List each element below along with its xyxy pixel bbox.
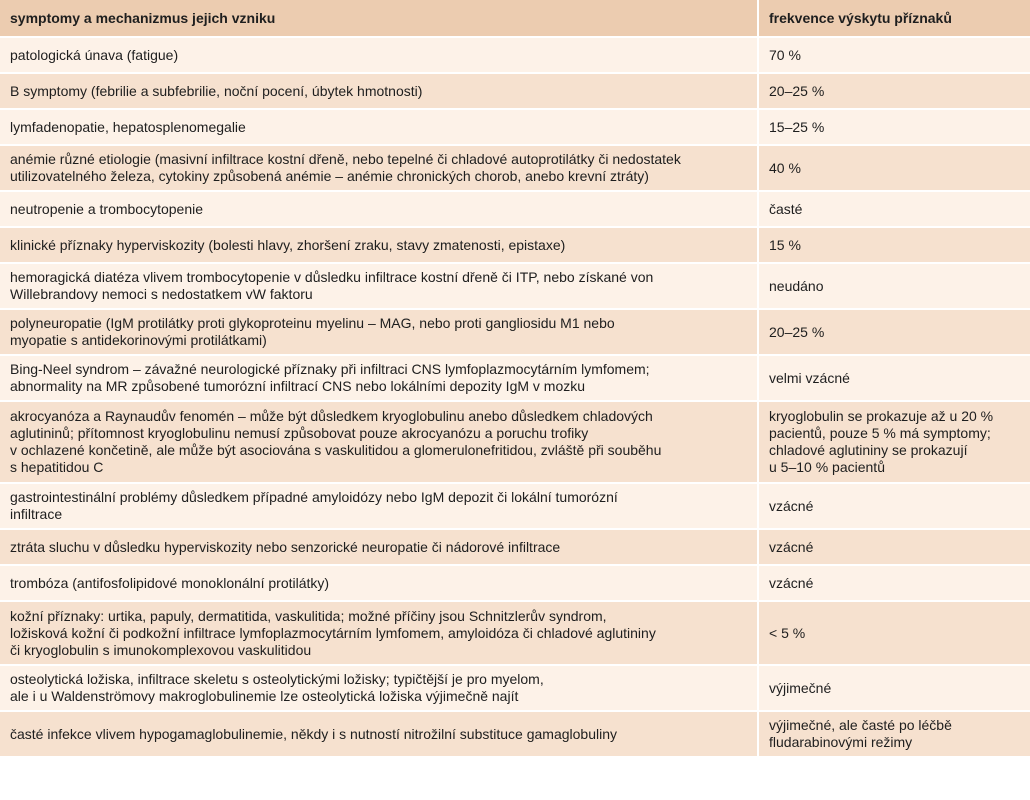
table-row: [0, 263, 1030, 309]
frequency-text-line: 40 %: [769, 159, 801, 176]
symptom-text-line: klinické příznaky hyperviskozity (bolesti hlavy, zhoršení zraku, stavy zmatenosti, epistaxe): [10, 236, 566, 253]
table-row: [0, 711, 1030, 757]
frequency-text-line: vzácné: [769, 538, 814, 555]
symptom-text-line: ale i u Waldenströmovy makroglobulinemie lze osteolytická ložiska výjimečně najít: [10, 688, 519, 704]
table-body: [0, 37, 1030, 757]
frequency-cell: [758, 227, 1030, 263]
symptom-cell: [0, 665, 758, 711]
symptom-cell: [0, 109, 758, 145]
frequency-cell: [758, 665, 1030, 711]
table-row: [0, 601, 1030, 665]
symptom-cell: [0, 263, 758, 309]
symptom-cell: [0, 355, 758, 401]
symptom-text-line: v ochlazené končetině, ale může být asociována s vaskulitidou a glomerulonefritidou, zvláště při souběhu: [10, 442, 662, 458]
table-row: [0, 401, 1030, 483]
symptom-text-line: Willebrandovy nemoci s nedostatkem vW faktoru: [10, 286, 313, 302]
frequency-cell: [758, 529, 1030, 565]
frequency-cell: [758, 109, 1030, 145]
frequency-text-line: vzácné: [769, 497, 814, 514]
frequency-text-line: 70 %: [769, 46, 801, 63]
symptom-text-line: kožní příznaky: urtika, papuly, dermatitida, vaskulitida; možné příčiny jsou Schnitzlerův syndrom,: [10, 607, 607, 624]
frequency-text-line: výjimečné, ale časté po léčbě: [769, 717, 952, 733]
frequency-text-line: 20–25 %: [769, 323, 825, 340]
frequency-text-line: fludarabinovými režimy: [769, 734, 913, 750]
symptom-text-line: trombóza (antifosfolipidové monoklonální protilátky): [10, 574, 330, 591]
frequency-text-line: výjimečné: [769, 679, 832, 696]
symptom-text-line: myopatie s antidekorinovými protilátkami): [10, 332, 267, 348]
symptom-text-line: neutropenie a trombocytopenie: [10, 200, 204, 217]
symptom-cell: [0, 145, 758, 191]
table-row: [0, 109, 1030, 145]
frequency-text-line: u 5–10 % pacientů: [769, 459, 885, 475]
frequency-cell: [758, 145, 1030, 191]
frequency-text-line: kryoglobulin se prokazuje až u 20 %: [769, 408, 994, 424]
symptom-text-line: ložisková kožní či podkožní infiltrace lymfoplazmocytárním lymfomem, amyloidóza či chladové aglutininy: [10, 624, 656, 641]
symptom-text-line: gastrointestinální problémy důsledkem případné amyloidózy nebo IgM depozit či lokální tumorózní: [10, 489, 618, 505]
table-row: [0, 309, 1030, 355]
table-header-row: [0, 0, 1030, 37]
frequency-text-line: časté: [769, 200, 803, 217]
frequency-text-line: 15–25 %: [769, 118, 825, 135]
frequency-text-line: velmi vzácné: [769, 369, 850, 386]
symptom-cell: [0, 37, 758, 73]
table-row: [0, 191, 1030, 227]
frequency-cell: [758, 601, 1030, 665]
table-row: [0, 145, 1030, 191]
symptom-cell: [0, 711, 758, 757]
symptom-text-line: patologická únava (fatigue): [10, 46, 179, 63]
table-row: [0, 37, 1030, 73]
frequency-text-line: < 5 %: [769, 624, 806, 641]
table-row: [0, 565, 1030, 601]
symptom-cell: [0, 227, 758, 263]
symptom-text-line: infiltrace: [10, 506, 63, 522]
symptom-text-line: polyneuropatie (IgM protilátky proti glykoproteinu myelinu – MAG, nebo proti gangliosidu M1 nebo: [10, 315, 615, 331]
symptom-cell: [0, 191, 758, 227]
header-symptoms: symptomy a mechanizmus jejich vzniku: [0, 0, 758, 37]
frequency-cell: [758, 191, 1030, 227]
symptom-text-line: časté infekce vlivem hypogamaglobulinemie, někdy i s nutností nitrožilní substituce gamaglobuliny: [10, 725, 617, 742]
symptom-text-line: lymfadenopatie, hepatosplenomegalie: [10, 118, 246, 135]
frequency-text-line: 20–25 %: [769, 82, 825, 99]
frequency-cell: [758, 565, 1030, 601]
symptom-text-line: abnormality na MR způsobené tumorózní infiltrací CNS nebo lokálními depozity IgM v mozku: [10, 378, 586, 394]
symptom-text-line: ztráta sluchu v důsledku hyperviskozity nebo senzorické neuropatie či nádorové infiltrace: [10, 538, 561, 555]
frequency-cell: [758, 263, 1030, 309]
frequency-text-line: vzácné: [769, 574, 814, 591]
frequency-cell: [758, 355, 1030, 401]
frequency-cell: [758, 711, 1030, 757]
table-row: [0, 665, 1030, 711]
frequency-cell: [758, 73, 1030, 109]
symptom-text-line: aglutininů; přítomnost kryoglobulinu nemusí způsobovat pouze akrocyanózu a poruchu trofiky: [10, 425, 589, 441]
symptom-text-line: akrocyanóza a Raynaudův fenomén – může být důsledkem kryoglobulinu anebo důsledkem chladových: [10, 408, 653, 424]
symptom-text-line: hemoragická diatéza vlivem trombocytopenie v důsledku infiltrace kostní dřeně či ITP, nebo získané von: [10, 269, 654, 285]
table-row: [0, 355, 1030, 401]
table-row: [0, 529, 1030, 565]
frequency-text-line: pacientů, pouze 5 % má symptomy;: [769, 425, 991, 441]
symptom-cell: [0, 529, 758, 565]
table-row: [0, 227, 1030, 263]
symptom-text-line: anémie různé etiologie (masivní infiltrace kostní dřeně, nebo tepelné či chladové autoprotilátky či nedostatek: [10, 151, 681, 167]
symptom-cell: [0, 601, 758, 665]
frequency-cell: [758, 37, 1030, 73]
frequency-text-line: neudáno: [769, 277, 824, 294]
symptom-cell: [0, 401, 758, 483]
symptom-cell: [0, 73, 758, 109]
header-frequency: frekvence výskytu příznaků: [758, 0, 1030, 37]
symptom-cell: [0, 309, 758, 355]
frequency-text-line: chladové aglutininy se prokazují: [769, 442, 968, 458]
symptom-text-line: Bing-Neel syndrom – závažné neurologické příznaky při infiltraci CNS lymfoplazmocytárním lymfomem;: [10, 361, 650, 377]
symptom-text-line: s hepatitidou C: [10, 459, 104, 475]
table-row: [0, 483, 1030, 529]
frequency-text-line: 15 %: [769, 236, 801, 253]
symptom-cell: [0, 483, 758, 529]
frequency-cell: [758, 483, 1030, 529]
table-row: [0, 73, 1030, 109]
symptom-cell: [0, 565, 758, 601]
symptom-text-line: B symptomy (febrilie a subfebrilie, noční pocení, úbytek hmotnosti): [10, 82, 423, 99]
symptom-text-line: osteolytická ložiska, infiltrace skeletu s osteolytickými ložisky; typičtější je pro myelom,: [10, 671, 544, 687]
symptom-text-line: či kryoglobulin s imunokomplexovou vaskulitidou: [10, 641, 312, 658]
frequency-cell: [758, 309, 1030, 355]
frequency-cell: [758, 401, 1030, 483]
symptom-text-line: utilizovatelného železa, cytokiny způsobená anémie – anémie chronických chorob, anebo krevní ztráty): [10, 168, 649, 184]
